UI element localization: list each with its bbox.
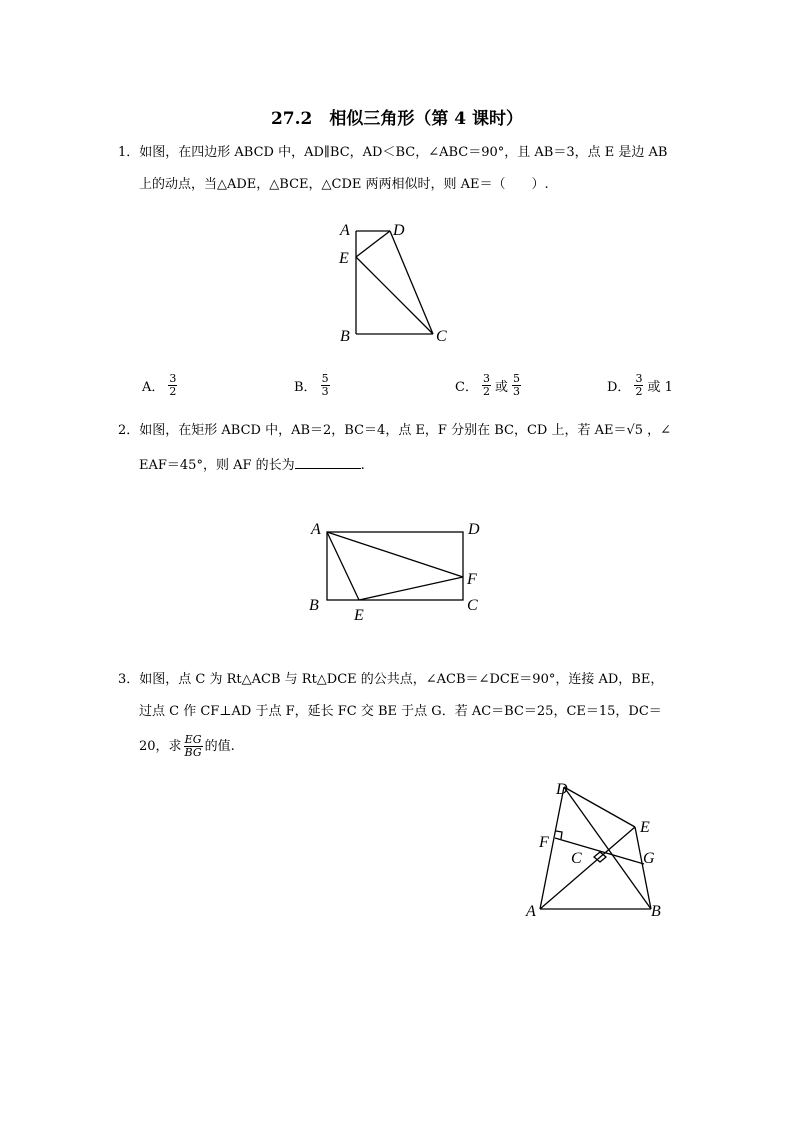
q1-option-a[interactable] (142, 373, 177, 398)
option-letter: A． (142, 380, 165, 395)
q3-text-line3-end: 的值. (204, 738, 235, 754)
q1-label-e: E (339, 250, 349, 267)
q3-figure (520, 775, 670, 925)
q3-label-f: F (539, 834, 549, 851)
q2-text-line1: 2．如图，在矩形 ABCD 中，AB＝2，BC＝4，点 E，F 分别在 BC，CD 上，若 AE＝√5 ，∠ (118, 423, 672, 438)
q2-text-line2 (139, 456, 365, 475)
q1-option-c[interactable] (455, 373, 521, 398)
fraction: $\frac{3}{2}$ (169, 372, 177, 398)
q2-figure (305, 515, 495, 625)
q2-label-f: F (467, 571, 477, 588)
q1-text-line1: 1．如图，在四边形 ABCD 中，AD∥BC，AD＜BC，∠ABC＝90°，且 AB＝3，点 E 是边 AB (118, 145, 668, 160)
q1-label-a: A (340, 222, 350, 239)
q2-label-d: D (468, 521, 480, 538)
q3-label-a: A (526, 903, 536, 920)
q1-figure (330, 215, 460, 350)
option-letter: B． (294, 380, 317, 395)
q1-label-c: C (436, 328, 447, 345)
answer-blank[interactable] (295, 456, 361, 469)
q2-text-line2-start: EAF＝45°，则 AF 的长为 (139, 458, 295, 473)
q3-label-g: G (643, 850, 655, 867)
q3-label-c: C (571, 850, 582, 867)
option-letter: D． (607, 380, 631, 395)
q3-label-e: E (640, 819, 650, 836)
q1-option-b[interactable] (294, 373, 330, 398)
fraction: $\frac{5}{3}$ (512, 372, 520, 398)
q2-text-line2-end: . (360, 458, 365, 473)
page-title: 27.2 相似三角形（第 4 课时） (270, 109, 524, 129)
fraction: $\frac{3}{2}$ (482, 372, 490, 398)
q2-label-a: A (311, 521, 321, 538)
option-extra: 或 1 (647, 380, 673, 395)
q3-text-line3-start: 20，求 (139, 738, 182, 754)
q3-label-b: B (651, 903, 661, 920)
q1-option-d[interactable] (607, 373, 673, 398)
q1-label-d: D (393, 222, 405, 239)
q2-label-b: B (309, 597, 319, 614)
q3-text-line1: 3．如图，点 C 为 Rt△ACB 与 Rt△DCE 的公共点，∠ACB＝∠DCE＝90°，连接 AD，BE， (118, 672, 664, 687)
q3-label-d: D (556, 781, 568, 798)
q3-text-line3 (139, 734, 235, 759)
fraction-eg-bg: $\frac{EG}{BG}$ (184, 733, 202, 759)
option-or: 或 (494, 380, 508, 395)
fraction: $\frac{3}{2}$ (635, 372, 643, 398)
q3-text-line2: 过点 C 作 CF⊥AD 于点 F，延长 FC 交 BE 于点 G．若 AC＝BC＝25，CE＝15，DC＝ (139, 704, 662, 719)
fraction: $\frac{5}{3}$ (321, 372, 329, 398)
option-letter: C． (455, 380, 478, 395)
q1-text-line2: 上的动点，当△ADE，△BCE，△CDE 两两相似时，则 AE＝（ ）. (139, 177, 549, 192)
q2-label-e: E (354, 607, 364, 624)
q1-label-b: B (340, 328, 350, 345)
q2-label-c: C (467, 597, 478, 614)
